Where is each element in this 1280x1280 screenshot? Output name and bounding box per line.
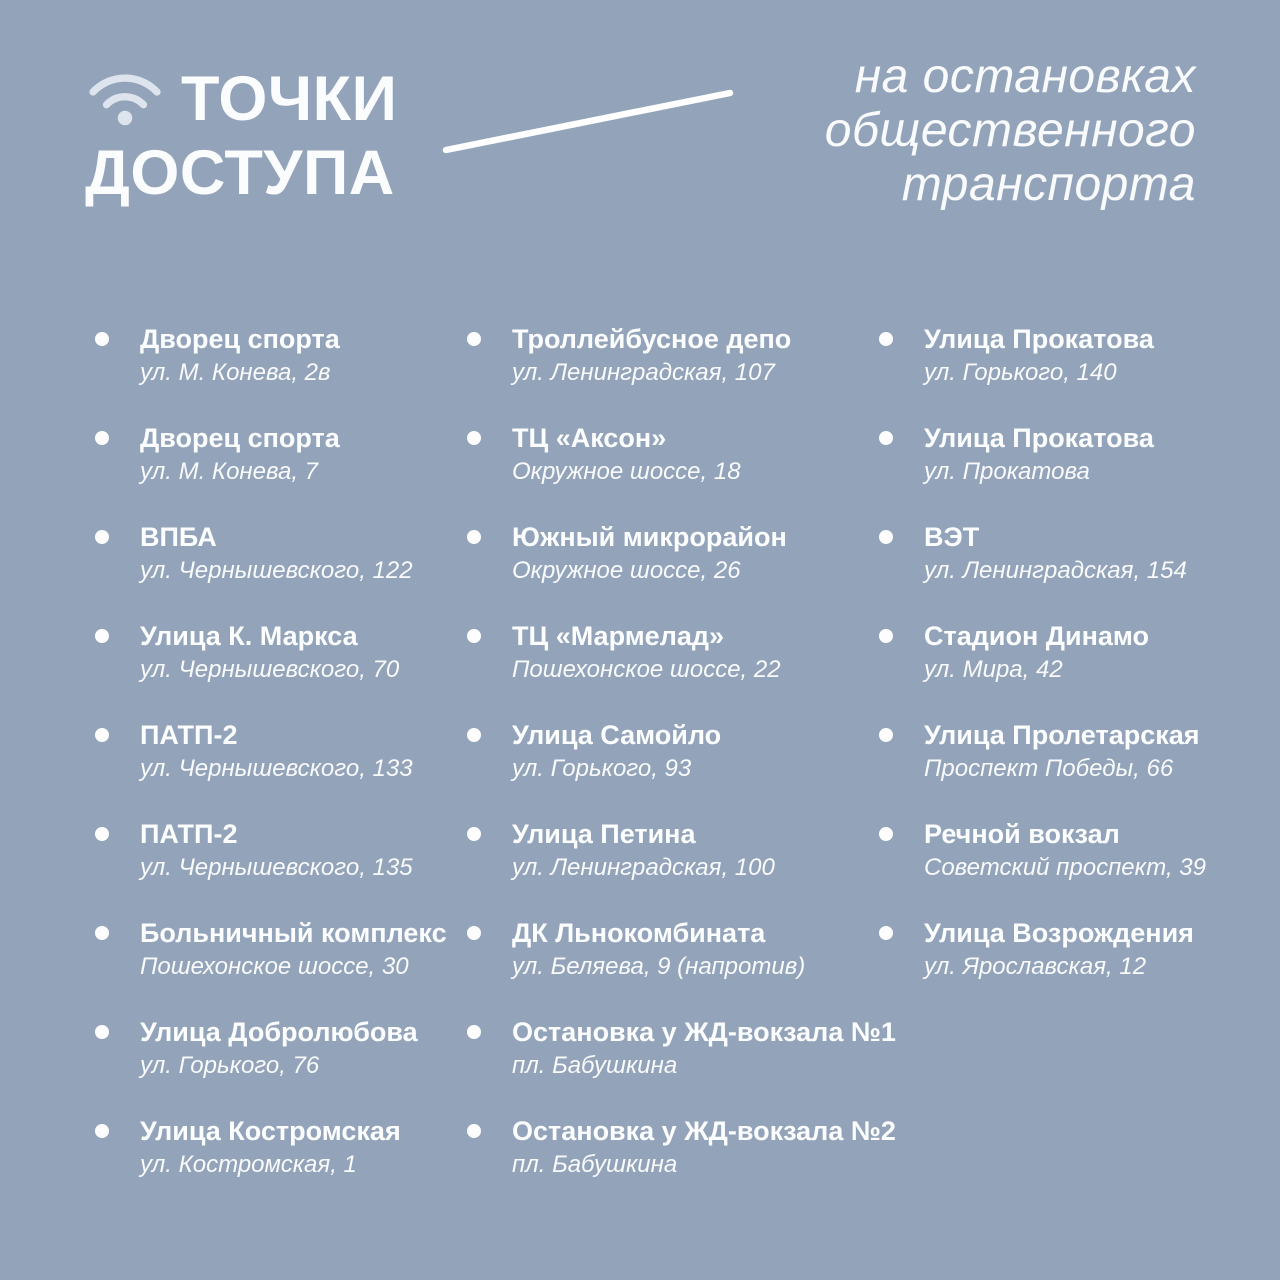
item-name: ВПБА <box>140 522 217 552</box>
bullet-icon <box>95 1124 109 1138</box>
bullet-icon <box>879 728 893 742</box>
divider-line <box>438 82 738 160</box>
bullet-icon <box>95 1025 109 1039</box>
list-item <box>879 520 1245 587</box>
item-name: Улица Самойло <box>512 720 722 750</box>
item-name: ТЦ «Аксон» <box>512 423 667 453</box>
bullet-icon <box>879 431 893 445</box>
list-item <box>95 1015 467 1082</box>
list-item <box>95 817 467 884</box>
item-address: ул. Чернышевского, 70 <box>140 656 400 683</box>
bullet-icon <box>879 827 893 841</box>
item-address: ул. Ярославская, 12 <box>924 953 1147 980</box>
bullet-icon <box>95 827 109 841</box>
item-name: ТЦ «Мармелад» <box>512 621 725 651</box>
list-item <box>467 718 879 785</box>
list-item <box>467 520 879 587</box>
subtitle-line-2: общественного <box>824 104 1196 157</box>
item-name: Улица Прокатова <box>924 324 1154 354</box>
list-item <box>467 1015 896 1082</box>
list-item <box>879 916 1245 983</box>
item-name: Речной вокзал <box>924 819 1120 849</box>
bullet-icon <box>467 530 481 544</box>
bullet-icon <box>879 332 893 346</box>
item-address: Окружное шоссе, 26 <box>512 557 741 584</box>
bullet-icon <box>467 728 481 742</box>
bullet-icon <box>467 1025 481 1039</box>
item-address: Пошехонское шоссе, 30 <box>140 953 409 980</box>
item-address: ул. М. Конева, 7 <box>140 458 319 485</box>
item-address: пл. Бабушкина <box>512 1052 678 1079</box>
item-name: ВЭТ <box>924 522 980 552</box>
bullet-icon <box>467 629 481 643</box>
bullet-icon <box>467 332 481 346</box>
item-name: Улица Возрождения <box>924 918 1194 948</box>
item-address: ул. Горького, 140 <box>924 359 1117 386</box>
column-1 <box>95 322 467 1213</box>
list-item <box>467 1114 896 1181</box>
item-name: Улица Костромская <box>140 1116 401 1146</box>
item-name: Стадион Динамо <box>924 621 1150 651</box>
item-name: Южный микрорайон <box>512 522 787 552</box>
item-name: Дворец спорта <box>140 324 340 354</box>
item-address: ул. Горького, 76 <box>140 1052 320 1079</box>
list-item <box>95 718 467 785</box>
item-address: ул. Горького, 93 <box>512 755 692 782</box>
item-name: ПАТП-2 <box>140 720 238 750</box>
item-name: Улица Петина <box>512 819 696 849</box>
item-address: ул. Чернышевского, 122 <box>140 557 413 584</box>
item-name: Больничный комплекс <box>140 918 447 948</box>
bullet-icon <box>95 431 109 445</box>
subtitle-line-1: на остановках <box>854 50 1196 103</box>
list-item <box>95 520 467 587</box>
bullet-icon <box>95 728 109 742</box>
item-name: Остановка у ЖД-вокзала №1 <box>512 1017 896 1047</box>
access-points-list <box>95 322 1245 1213</box>
item-address: ул. Мира, 42 <box>924 656 1063 683</box>
list-item <box>879 322 1245 389</box>
title-line-1: ТОЧКИ <box>181 64 398 134</box>
wifi-icon <box>85 67 165 131</box>
list-item <box>95 1114 467 1181</box>
bullet-icon <box>95 332 109 346</box>
bullet-icon <box>467 1124 481 1138</box>
item-address: ул. Ленинградская, 107 <box>512 359 775 386</box>
list-item <box>467 322 879 389</box>
bullet-icon <box>467 926 481 940</box>
list-item <box>95 421 467 488</box>
page-subtitle <box>825 50 1196 212</box>
list-item <box>879 421 1245 488</box>
list-item <box>467 619 879 686</box>
item-address: ул. Чернышевского, 135 <box>140 854 413 881</box>
list-item <box>95 619 467 686</box>
list-item <box>879 718 1245 785</box>
bullet-icon <box>879 629 893 643</box>
item-address: Окружное шоссе, 18 <box>512 458 741 485</box>
bullet-icon <box>95 926 109 940</box>
list-item <box>467 421 879 488</box>
bullet-icon <box>95 629 109 643</box>
item-address: ул. Беляева, 9 (напротив) <box>512 953 806 980</box>
item-address: ул. Ленинградская, 154 <box>924 557 1187 584</box>
item-name: ДК Льнокомбината <box>512 918 766 948</box>
list-item <box>879 817 1245 884</box>
bullet-icon <box>95 530 109 544</box>
item-address: ул. Чернышевского, 133 <box>140 755 413 782</box>
item-name: Улица Пролетарская <box>924 720 1200 750</box>
column-2 <box>467 322 896 1213</box>
bullet-icon <box>879 926 893 940</box>
item-address: Пошехонское шоссе, 22 <box>512 656 781 683</box>
bullet-icon <box>467 431 481 445</box>
page-title <box>85 62 397 210</box>
item-address: Советский проспект, 39 <box>924 854 1206 881</box>
item-address: ул. Костромская, 1 <box>140 1151 357 1178</box>
list-item <box>467 817 879 884</box>
subtitle-line-3: транспорта <box>901 158 1196 211</box>
list-item <box>95 916 467 983</box>
item-name: Улица К. Маркса <box>140 621 358 651</box>
item-address: ул. Прокатова <box>924 458 1090 485</box>
bullet-icon <box>879 530 893 544</box>
title-line-2: ДОСТУПА <box>85 138 395 208</box>
list-item <box>879 619 1245 686</box>
list-item <box>95 322 467 389</box>
list-item <box>467 916 879 983</box>
item-name: Троллейбусное депо <box>512 324 792 354</box>
item-name: Остановка у ЖД-вокзала №2 <box>512 1116 896 1146</box>
item-address: пл. Бабушкина <box>512 1151 678 1178</box>
item-address: ул. Ленинградская, 100 <box>512 854 775 881</box>
column-3 <box>879 322 1245 1213</box>
item-name: Дворец спорта <box>140 423 340 453</box>
item-address: ул. М. Конева, 2в <box>140 359 331 386</box>
item-address: Проспект Победы, 66 <box>924 755 1174 782</box>
item-name: ПАТП-2 <box>140 819 238 849</box>
item-name: Улица Добролюбова <box>140 1017 418 1047</box>
item-name: Улица Прокатова <box>924 423 1154 453</box>
bullet-icon <box>467 827 481 841</box>
